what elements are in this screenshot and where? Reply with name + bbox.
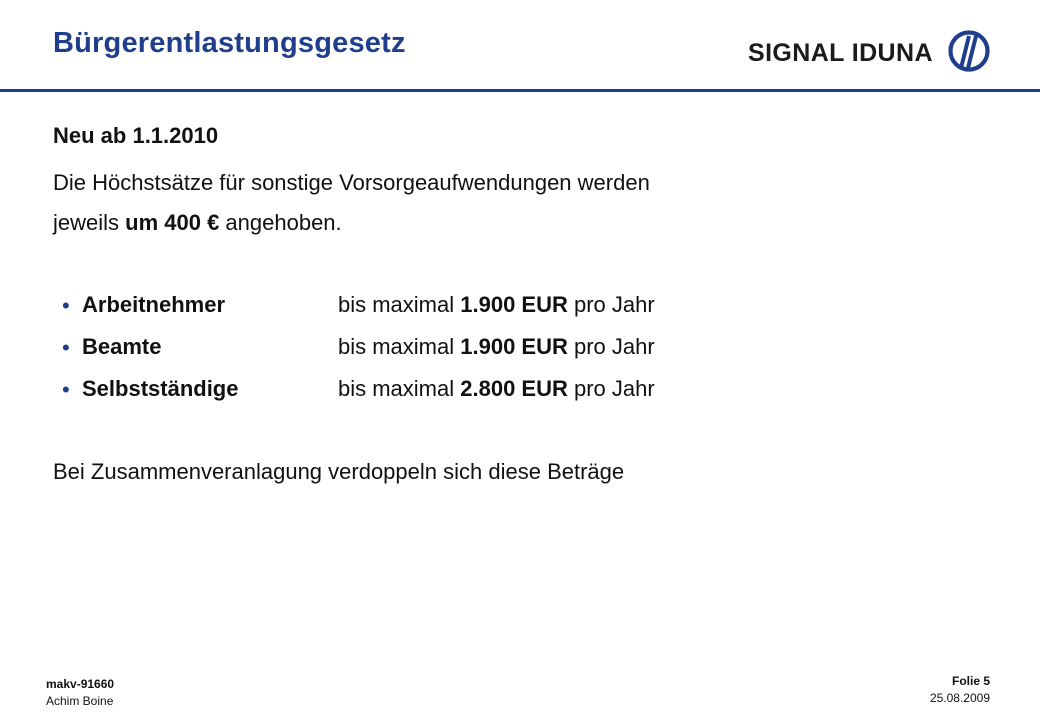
limit-amount: 1.900 EUR — [460, 292, 568, 317]
limit-text — [338, 376, 655, 402]
bullet-icon: • — [62, 377, 70, 402]
document-code: makv-91660 — [46, 677, 115, 691]
limit-suffix: pro Jahr — [567, 334, 655, 359]
brand-logo — [748, 26, 991, 76]
author-name: Achim Boine — [46, 694, 114, 708]
group-label: Arbeitnehmer — [82, 292, 226, 317]
closing-note: Bei Zusammenveranlagung verdoppeln sich diese Beträge — [53, 459, 625, 484]
limit-amount: 1.900 EUR — [460, 334, 568, 359]
bullet-icon: • — [62, 293, 70, 318]
slide-date: 25.08.2009 — [929, 691, 990, 705]
section-heading: Neu ab 1.1.2010 — [53, 123, 219, 148]
limit-suffix: pro Jahr — [567, 292, 655, 317]
increase-amount: um 400 € — [125, 210, 220, 235]
limit-text — [338, 292, 655, 318]
group-label: Beamte — [82, 334, 162, 359]
limit-amount: 2.800 EUR — [460, 376, 568, 401]
intro-line-2 — [53, 210, 342, 236]
slide-number: Folie 5 — [951, 674, 990, 688]
limit-suffix: pro Jahr — [567, 376, 655, 401]
group-label: Selbstständige — [82, 376, 239, 401]
slide-title: Bürgerentlastungsgesetz — [53, 27, 406, 59]
limit-prefix: bis maximal — [338, 334, 461, 359]
intro-line-2-pre: jeweils — [53, 210, 126, 235]
intro-line-2-post: angehoben. — [219, 210, 342, 235]
header-divider — [0, 89, 1040, 92]
bullet-icon: • — [62, 335, 70, 360]
limit-prefix: bis maximal — [338, 292, 461, 317]
intro-line-1: Die Höchstsätze für sonstige Vorsorgeaufwendungen werden — [53, 170, 650, 195]
signal-iduna-logo-mark-icon — [947, 29, 991, 73]
brand-logo-text: SIGNAL IDUNA — [748, 38, 933, 67]
limit-text — [338, 334, 655, 360]
footer-left — [46, 676, 114, 710]
limit-prefix: bis maximal — [338, 376, 461, 401]
footer-right — [930, 673, 990, 707]
